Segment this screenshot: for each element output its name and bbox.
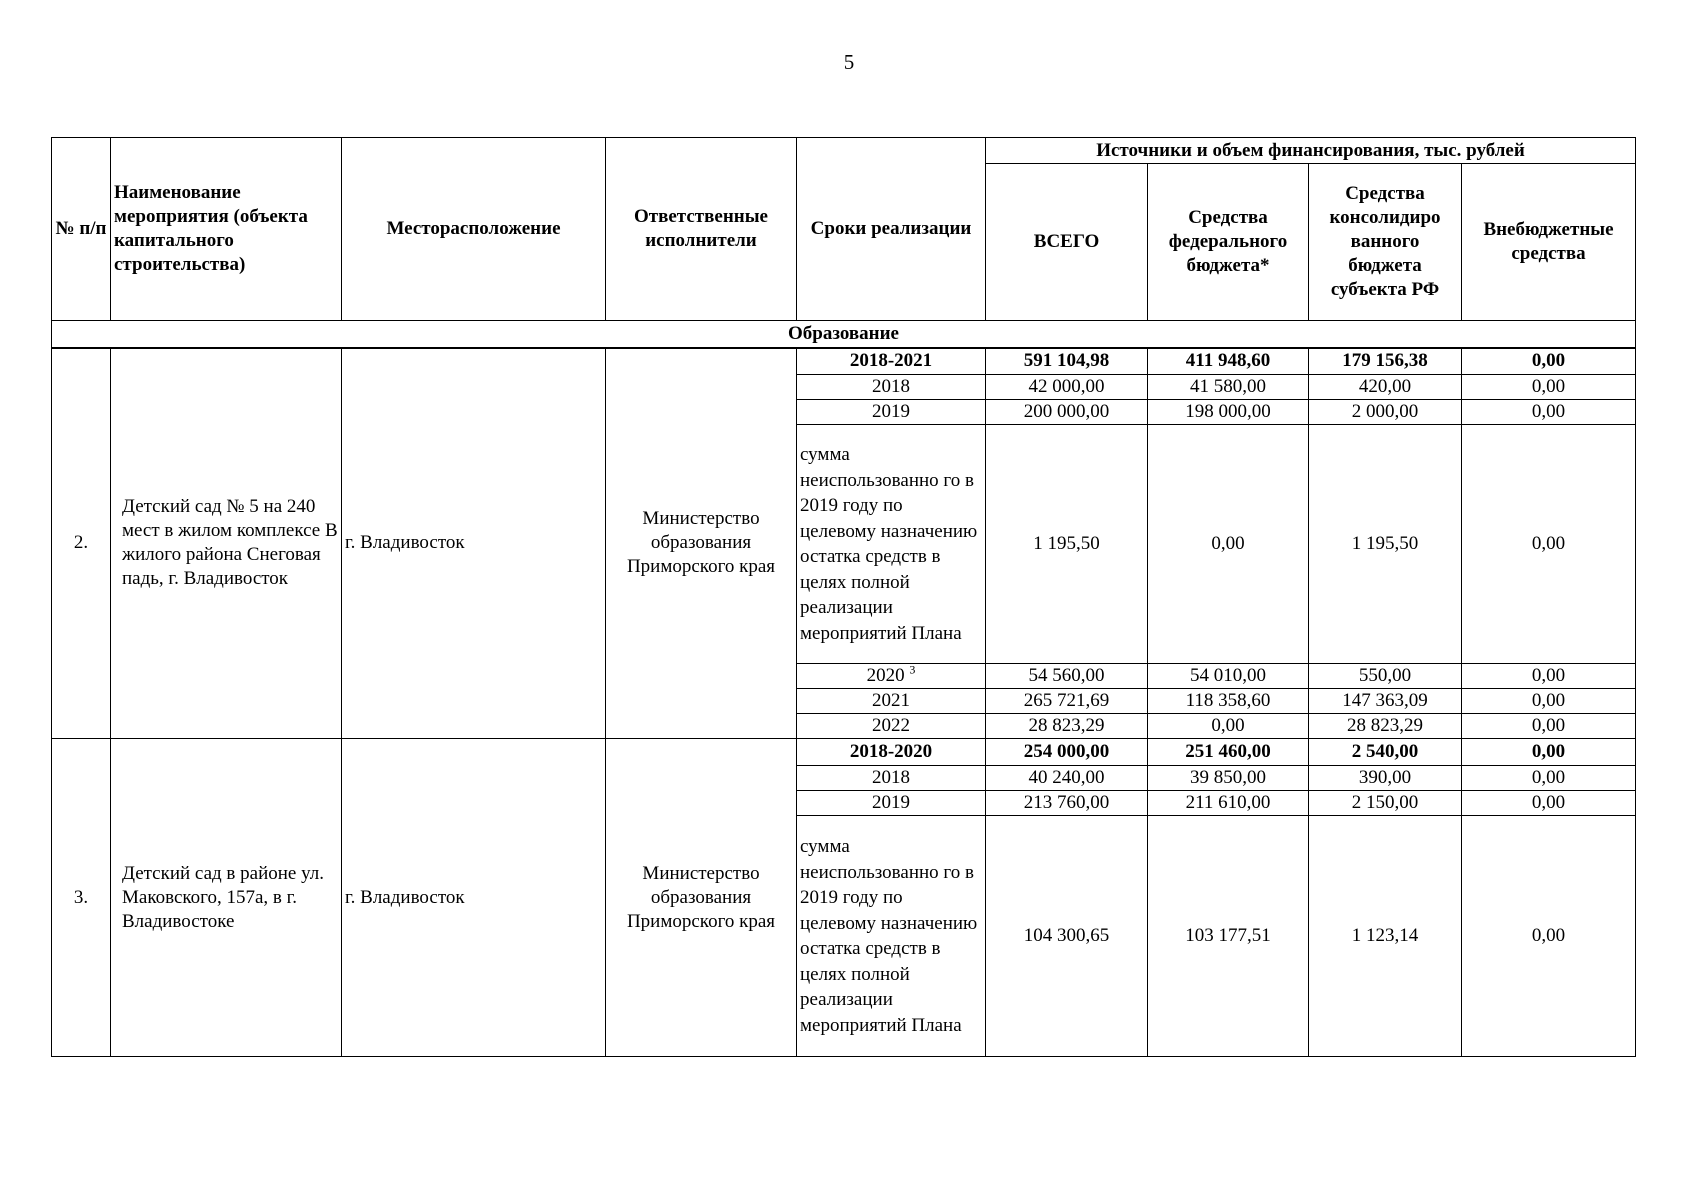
value-federal: 41 580,00 xyxy=(1148,375,1309,400)
project-number: 3. xyxy=(52,739,111,1057)
value-regional: 2 150,00 xyxy=(1309,791,1462,816)
value-regional: 28 823,29 xyxy=(1309,714,1462,739)
value-total: 213 760,00 xyxy=(986,791,1148,816)
period-cell xyxy=(797,400,986,425)
period-label: 2021 xyxy=(872,690,910,711)
header-funding-group: Источники и объем финансирования, тыс. рублей xyxy=(986,138,1636,164)
period-cell xyxy=(797,816,986,1057)
value-regional: 2 540,00 xyxy=(1309,739,1462,766)
header-extrabudget: Внебюджетные средства xyxy=(1462,164,1636,321)
value-total: 265 721,69 xyxy=(986,689,1148,714)
value-total: 54 560,00 xyxy=(986,664,1148,689)
value-extrabudget: 0,00 xyxy=(1462,816,1636,1057)
project-responsible: Министерство образования Приморского края xyxy=(606,348,797,739)
value-federal: 118 358,60 xyxy=(1148,689,1309,714)
value-extrabudget: 0,00 xyxy=(1462,791,1636,816)
value-extrabudget: 0,00 xyxy=(1462,425,1636,664)
period-cell xyxy=(797,375,986,400)
table-row xyxy=(52,739,1636,766)
value-extrabudget: 0,00 xyxy=(1462,714,1636,739)
header-total: ВСЕГО xyxy=(986,164,1148,321)
value-federal: 39 850,00 xyxy=(1148,766,1309,791)
value-total: 1 195,50 xyxy=(986,425,1148,664)
value-total: 591 104,98 xyxy=(986,348,1148,375)
header-federal: Средства федерального бюджета* xyxy=(1148,164,1309,321)
period-cell xyxy=(797,739,986,766)
value-federal: 0,00 xyxy=(1148,714,1309,739)
value-extrabudget: 0,00 xyxy=(1462,400,1636,425)
value-total: 40 240,00 xyxy=(986,766,1148,791)
value-regional: 179 156,38 xyxy=(1309,348,1462,375)
value-total: 28 823,29 xyxy=(986,714,1148,739)
value-federal: 0,00 xyxy=(1148,425,1309,664)
footnote-mark: 3 xyxy=(909,663,916,677)
value-total: 104 300,65 xyxy=(986,816,1148,1057)
period-cell xyxy=(797,664,986,689)
project-name-text: Детский сад в районе ул. Маковского, 157а, в г. Владивостоке xyxy=(122,862,324,932)
value-extrabudget: 0,00 xyxy=(1462,375,1636,400)
project-number: 2. xyxy=(52,348,111,739)
page-number: 5 xyxy=(843,50,855,74)
value-federal: 211 610,00 xyxy=(1148,791,1309,816)
period-label: сумма неиспользованно го в 2019 году по целевому назначению остатка средств в целях полной реализации мероприятий Плана xyxy=(800,836,978,1036)
period-cell xyxy=(797,689,986,714)
value-extrabudget: 0,00 xyxy=(1462,664,1636,689)
period-label: сумма неиспользованно го в 2019 году по целевому назначению остатка средств в целях полной реализации мероприятий Плана xyxy=(800,444,978,644)
header-num: № п/п xyxy=(52,138,111,321)
financing-table xyxy=(51,137,1636,1057)
value-federal: 54 010,00 xyxy=(1148,664,1309,689)
period-label: 2018-2020 xyxy=(849,741,933,762)
value-federal: 411 948,60 xyxy=(1148,348,1309,375)
table-row xyxy=(52,348,1636,375)
period-label: 2022 xyxy=(872,715,910,736)
table-body xyxy=(52,321,1636,1057)
project-name-text: Детский сад № 5 на 240 мест в жилом комплексе В жилого района Снеговая падь, г. Владивосток xyxy=(122,496,338,590)
value-extrabudget: 0,00 xyxy=(1462,348,1636,375)
period-cell xyxy=(797,766,986,791)
period-label: 2019 xyxy=(872,401,910,422)
period-cell xyxy=(797,791,986,816)
project-name xyxy=(111,739,342,1057)
value-federal: 103 177,51 xyxy=(1148,816,1309,1057)
period-label: 2020 xyxy=(866,665,905,686)
period-label: 2019 xyxy=(872,792,910,813)
header-responsible: Ответственные исполнители xyxy=(606,138,797,321)
table-header xyxy=(52,138,1636,321)
period-label: 2018 xyxy=(872,376,910,397)
period-cell xyxy=(797,425,986,664)
project-responsible: Министерство образования Приморского края xyxy=(606,739,797,1057)
header-name: Наименование мероприятия (объекта капитального строительства) xyxy=(111,138,342,321)
period-cell xyxy=(797,714,986,739)
period-label: 2018 xyxy=(872,767,910,788)
value-regional: 550,00 xyxy=(1309,664,1462,689)
project-location: г. Владивосток xyxy=(342,739,606,1057)
value-regional: 390,00 xyxy=(1309,766,1462,791)
value-federal: 198 000,00 xyxy=(1148,400,1309,425)
value-regional: 420,00 xyxy=(1309,375,1462,400)
project-name xyxy=(111,348,342,739)
value-extrabudget: 0,00 xyxy=(1462,689,1636,714)
header-location: Месторасположение xyxy=(342,138,606,321)
value-regional: 1 195,50 xyxy=(1309,425,1462,664)
value-regional: 1 123,14 xyxy=(1309,816,1462,1057)
value-federal: 251 460,00 xyxy=(1148,739,1309,766)
value-total: 200 000,00 xyxy=(986,400,1148,425)
value-regional: 147 363,09 xyxy=(1309,689,1462,714)
value-total: 42 000,00 xyxy=(986,375,1148,400)
period-cell xyxy=(797,348,986,375)
value-total: 254 000,00 xyxy=(986,739,1148,766)
value-regional: 2 000,00 xyxy=(1309,400,1462,425)
value-extrabudget: 0,00 xyxy=(1462,766,1636,791)
value-extrabudget: 0,00 xyxy=(1462,739,1636,766)
header-period: Сроки реализации xyxy=(797,138,986,321)
section-title: Образование xyxy=(52,321,1636,348)
header-regional: Средства консолидиро ванного бюджета субъекта РФ xyxy=(1309,164,1462,321)
project-location: г. Владивосток xyxy=(342,348,606,739)
period-label: 2018-2021 xyxy=(849,350,933,372)
